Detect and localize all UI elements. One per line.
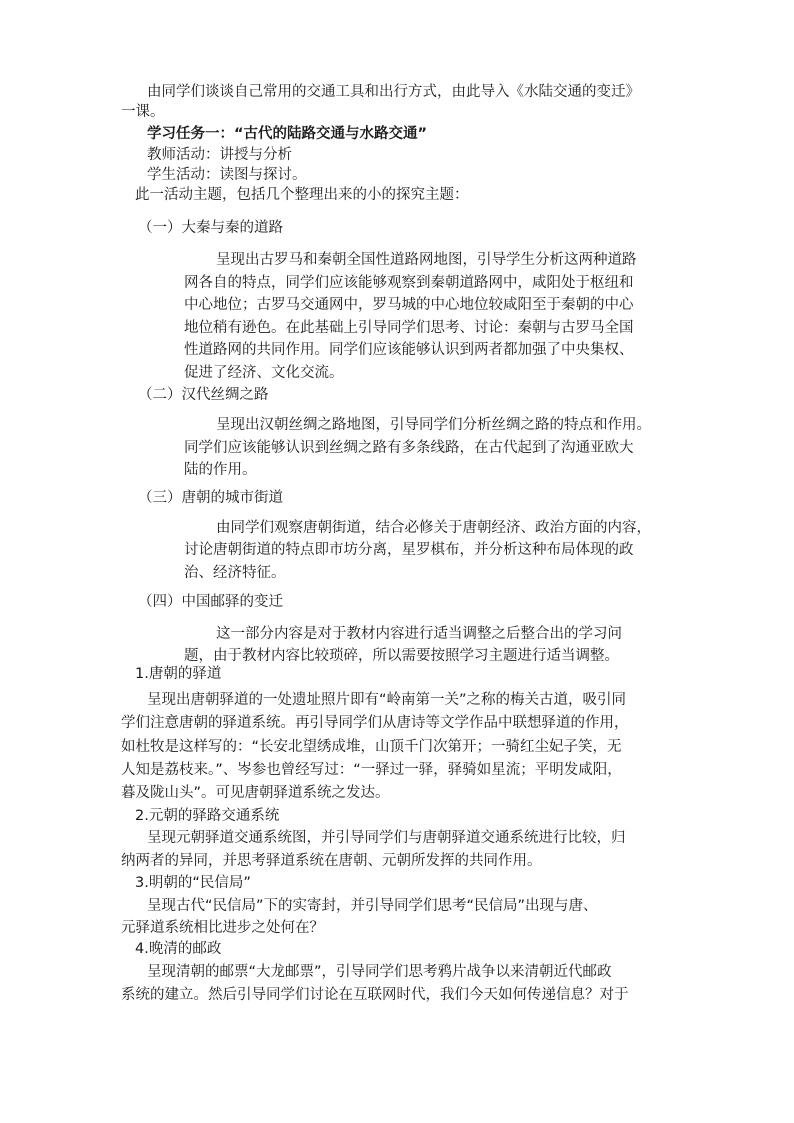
item3-heading: 3.明朝的“民信局” [135, 875, 251, 891]
item1-line-3: 如杜牧是这样写的：“长安北望绣成堆，山顶千门次第开；一骑红尘妃子笑，无 [121, 739, 622, 755]
topic3-line-1: 由同学们观察唐朝街道，结合必修关于唐朝经济、政治方面的内容， [216, 520, 651, 536]
item2-line-2: 纳两者的异同，并思考驿道系统在唐朝、元朝所发挥的共同作用。 [121, 853, 542, 869]
item4-heading: 4.晚清的邮政 [135, 941, 222, 957]
item1-line-1: 呈现出唐朝驿道的一处遗址照片即有“岭南第一关”之称的梅关古道，吸引同 [147, 692, 627, 708]
intro-line-1: 由同学们谈谈自己常用的交通工具和出行方式，由此导入《水陆交通的变迁》 [147, 84, 640, 100]
teacher-activity: 教师活动：讲授与分析 [147, 147, 292, 163]
task1-summary: 此一活动主题，包括几个整理出来的小的探究主题： [135, 187, 469, 203]
item3-line-1: 呈现古代“民信局”下的实寄封，并引导同学们思考“民信局”出现与唐、 [147, 898, 598, 914]
topic1-line-1: 呈现出古罗马和秦朝全国性道路网地图，引导学生分析这两种道路 [216, 252, 637, 268]
item2-heading: 2.元朝的驿路交通系统 [135, 808, 280, 824]
topic2-line-1: 呈现出汉朝丝绸之路地图，引导同学们分析丝绸之路的特点和作用。 [216, 417, 651, 433]
topic1-line-6: 促进了经济、文化交流。 [184, 365, 344, 381]
student-activity: 学生活动：读图与探讨。 [147, 167, 307, 183]
topic1-line-2: 网各自的特点，同学们应该能够观察到秦朝道路网中，咸阳处于枢纽和 [184, 275, 634, 291]
topic2-heading: （二）汉代丝绸之路 [138, 387, 269, 403]
intro-line-2: 一课。 [121, 104, 165, 120]
topic1-line-5: 性道路网的共同作用。同学们应该能够认识到两者都加强了中央集权、 [184, 342, 634, 358]
topic4-line-1: 这一部分内容是对于教材内容进行适当调整之后整合出的学习问 [216, 626, 622, 642]
topic1-line-3: 中心地位；古罗马交通网中，罗马城的中心地位较咸阳至于秦朝的中心 [184, 297, 634, 313]
item4-line-1: 呈现清朝的邮票“大龙邮票”，引导同学们思考鸦片战争以来清朝近代邮政 [147, 964, 612, 980]
topic2-line-3: 陆的作用。 [184, 462, 257, 478]
item1-line-5: 暮及陇山头”。可见唐朝驿道系统之发达。 [121, 785, 390, 801]
topic2-line-2: 同学们应该能够认识到丝绸之路有多条线路，在古代起到了沟通亚欧大 [184, 440, 634, 456]
topic4-heading: （四）中国邮驿的变迁 [138, 594, 283, 610]
item4-line-2: 系统的建立。然后引导同学们讨论在互联网时代，我们今天如何传递信息？对于 [121, 987, 629, 1003]
topic1-line-4: 地位稍有逊色。在此基础上引导同学们思考、讨论：秦朝与古罗马全国 [184, 320, 634, 336]
topic4-line-2: 题，由于教材内容比较琐碎，所以需要按照学习主题进行适当调整。 [184, 648, 619, 664]
item1-heading: 1.唐朝的驿道 [135, 666, 222, 682]
item3-line-2: 元驿道系统相比进步之处何在？ [121, 920, 324, 936]
topic3-line-2: 讨论唐朝街道的特点即市坊分离，星罗棋布，并分析这种布局体现的政 [184, 542, 634, 558]
topic1-heading: （一）大秦与秦的道路 [138, 220, 283, 236]
item2-line-1: 呈现元朝驿道交通系统图，并引导同学们与唐朝驿道交通系统进行比较，归 [147, 830, 626, 846]
topic3-line-3: 治、经济特征。 [184, 565, 286, 581]
item1-line-2: 学们注意唐朝的驿道系统。再引导同学们从唐诗等文学作品中联想驿道的作用， [121, 715, 629, 731]
task1-title: 学习任务一：“古代的陆路交通与水路交通” [147, 126, 428, 142]
topic3-heading: （三）唐朝的城市街道 [138, 490, 283, 506]
item1-line-4: 人知是荔枝来。”、岑参也曾经写过：“一驿过一驿，驿骑如星流；平明发咸阳， [121, 762, 622, 778]
